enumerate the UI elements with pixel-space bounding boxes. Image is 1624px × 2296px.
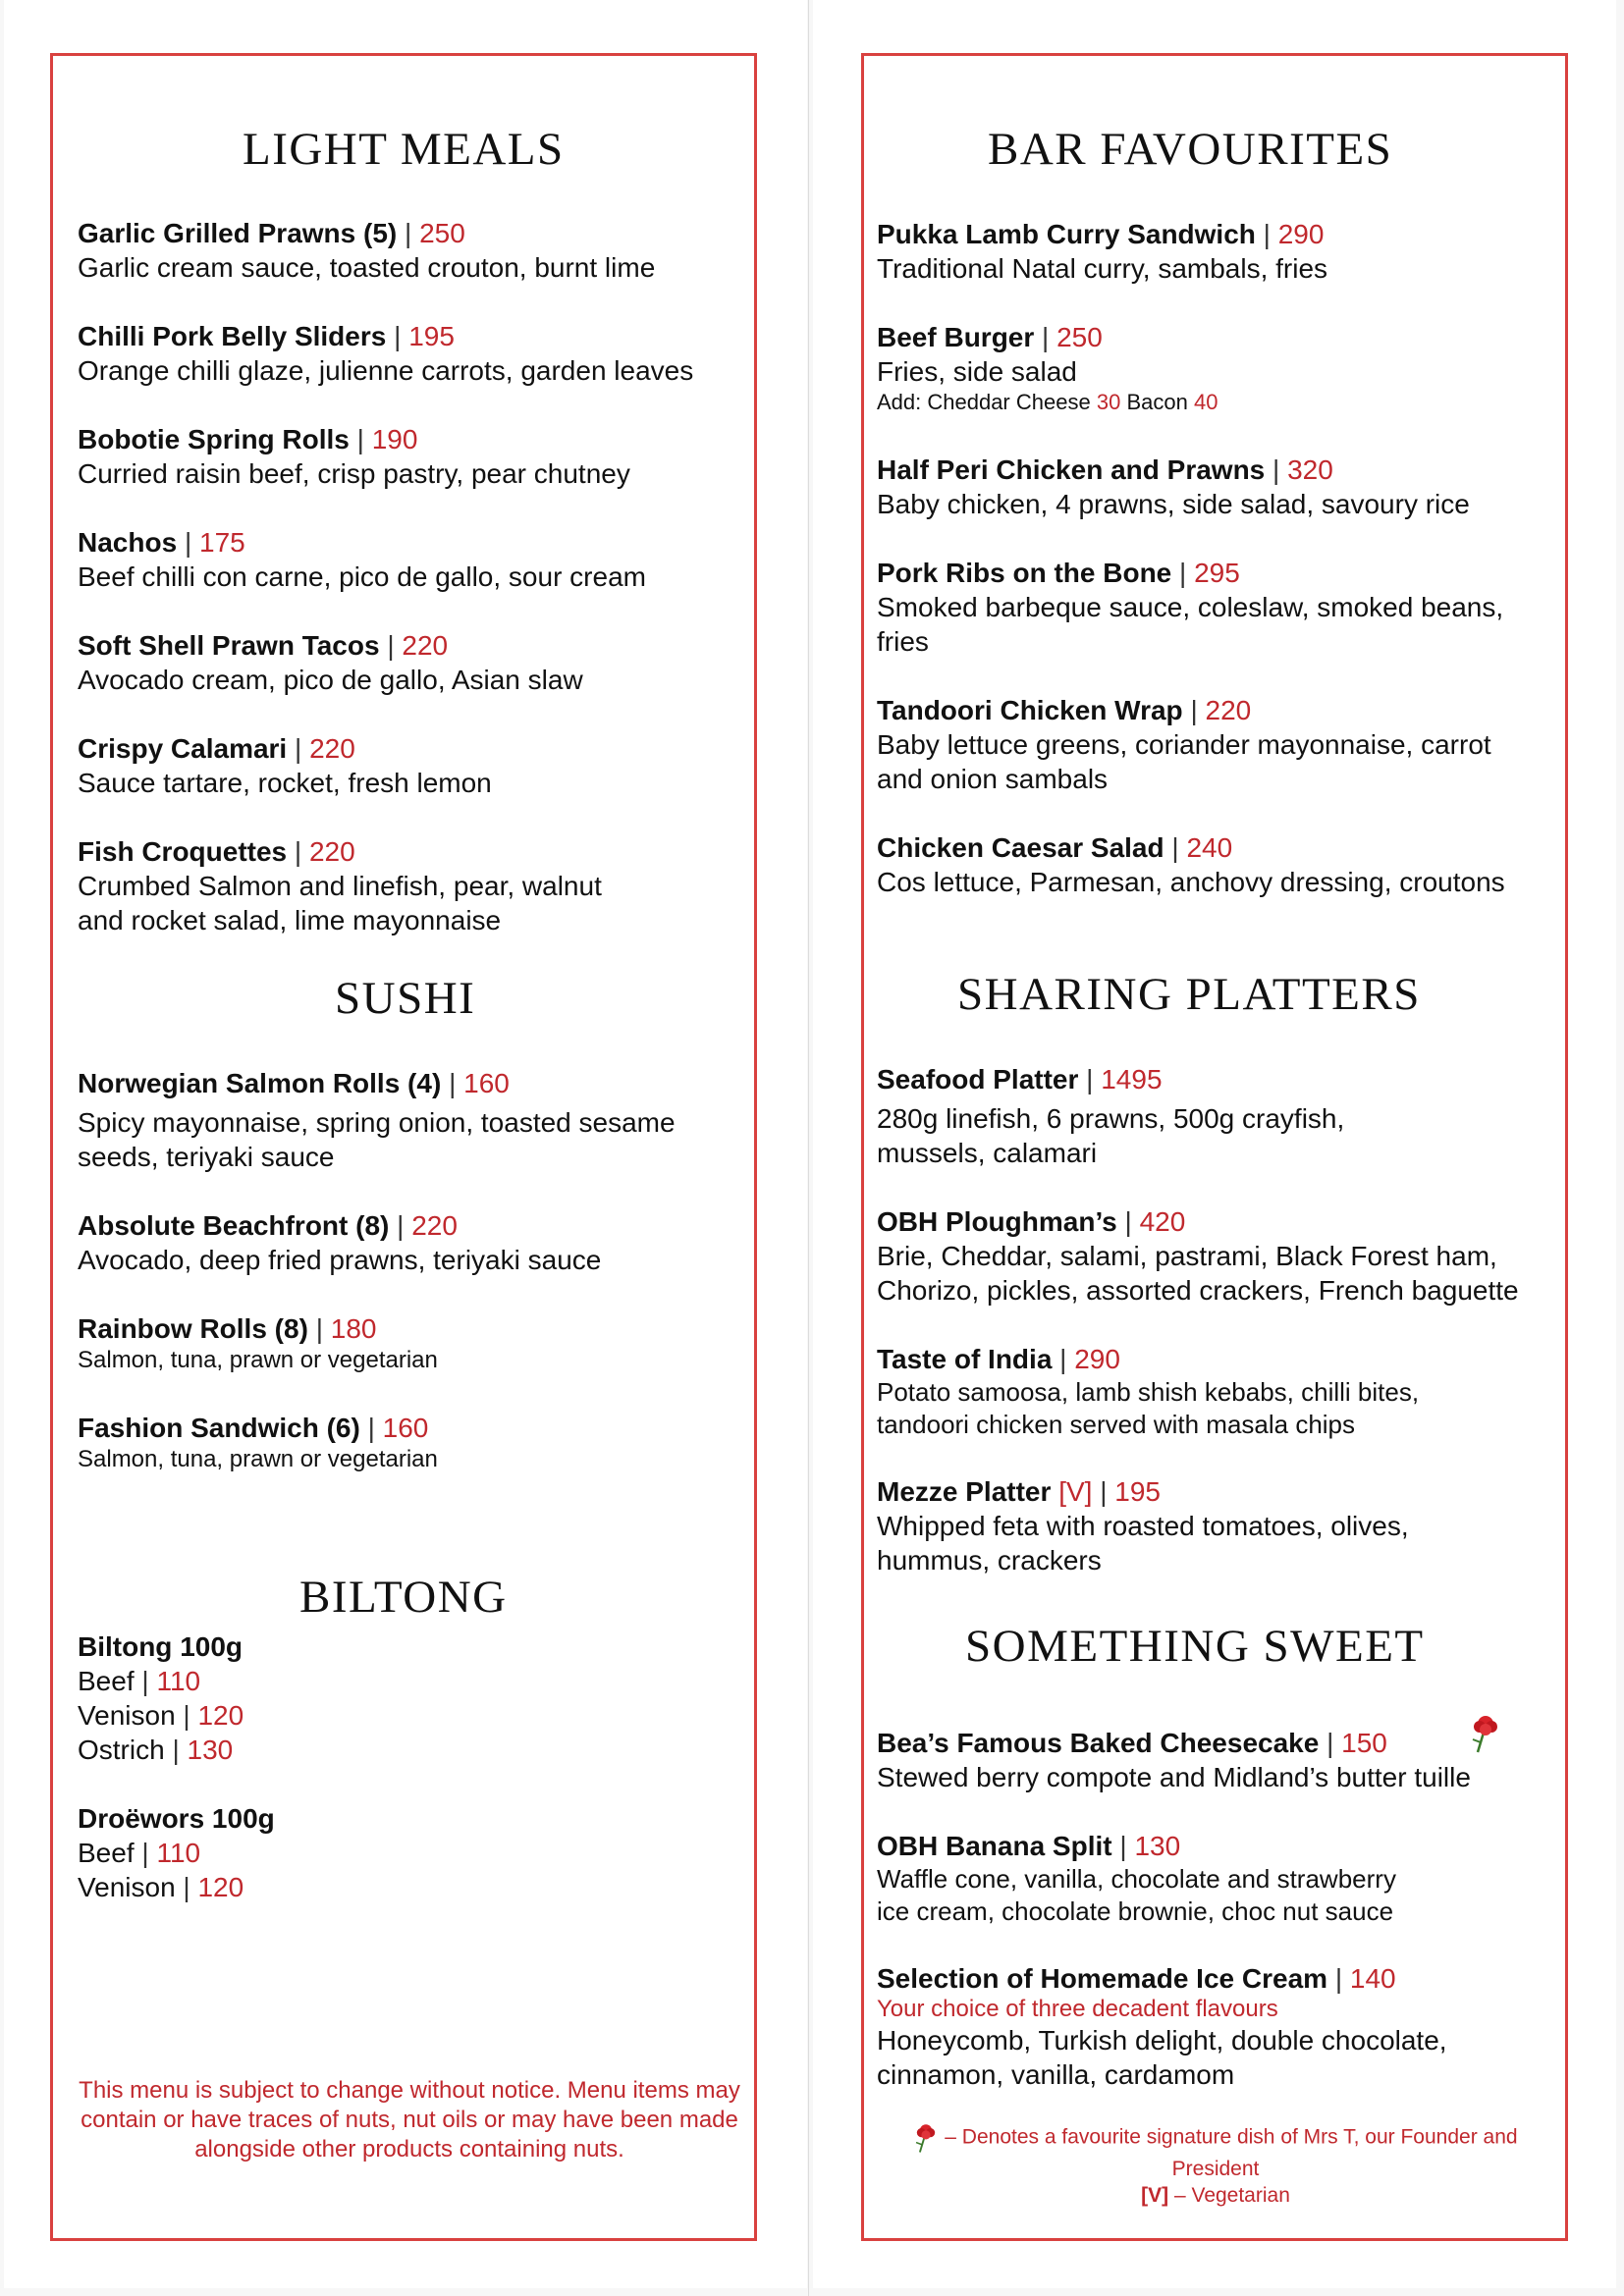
item-price: 190	[371, 424, 418, 454]
group-name: Droëwors 100g	[78, 1803, 275, 1834]
menu-item	[877, 217, 1554, 286]
price-separator: |	[183, 1700, 190, 1731]
item-price: 220	[309, 733, 355, 764]
addon-price: 30	[1096, 390, 1121, 414]
item-name: Half Peri Chicken and Prawns	[877, 454, 1266, 485]
option-price: 110	[156, 1838, 201, 1868]
menu-item	[78, 1411, 745, 1474]
option-label: Beef	[78, 1838, 135, 1868]
item-description: mussels, calamari	[877, 1138, 1098, 1168]
addon-label: Add: Cheddar Cheese	[877, 390, 1091, 414]
item-description: Fries, side salad	[877, 356, 1077, 387]
item-price: 1495	[1101, 1064, 1163, 1095]
menu-item	[78, 216, 745, 285]
item-description: and onion sambals	[877, 764, 1109, 794]
item-description: Salmon, tuna, prawn or vegetarian	[78, 1446, 438, 1472]
item-price: 220	[402, 630, 449, 661]
item-name: Bea’s Famous Baked Cheesecake	[877, 1728, 1320, 1758]
addon-label: Bacon	[1126, 390, 1188, 414]
option-label: Venison	[78, 1872, 176, 1902]
section-title-something-sweet: SOMETHING SWEET	[965, 1621, 1425, 1672]
menu-legend	[877, 2120, 1554, 2209]
menu-item	[877, 320, 1554, 416]
item-price: 295	[1194, 558, 1240, 588]
menu-item	[877, 693, 1554, 796]
item-name: Pork Ribs on the Bone	[877, 558, 1172, 588]
item-name: Tandoori Chicken Wrap	[877, 695, 1183, 725]
item-price: 195	[1114, 1476, 1161, 1507]
price-separator: |	[1086, 1064, 1094, 1095]
option-label: Venison	[78, 1700, 176, 1731]
item-price: 140	[1349, 1963, 1396, 1994]
price-separator: |	[295, 733, 302, 764]
biltong-group	[78, 1801, 745, 1904]
item-name: Absolute Beachfront (8)	[78, 1210, 390, 1241]
item-name: OBH Banana Split	[877, 1831, 1112, 1861]
item-price: 180	[330, 1313, 377, 1344]
group-name: Biltong 100g	[78, 1631, 244, 1662]
item-description: Curried raisin beef, crisp pastry, pear chutney	[78, 458, 630, 489]
item-description: Traditional Natal curry, sambals, fries	[877, 253, 1328, 284]
item-price: 240	[1186, 832, 1233, 863]
item-name: Taste of India	[877, 1344, 1053, 1374]
item-description: Honeycomb, Turkish delight, double chocolate,	[877, 2025, 1447, 2056]
item-price: 290	[1074, 1344, 1120, 1374]
item-name: Beef Burger	[877, 322, 1035, 352]
item-price: 320	[1287, 454, 1333, 485]
item-name: Crispy Calamari	[78, 733, 288, 764]
item-price: 160	[382, 1413, 429, 1443]
menu-item	[877, 1726, 1554, 1794]
item-name: Rainbow Rolls (8)	[78, 1313, 308, 1344]
menu-item	[877, 1829, 1554, 1928]
option-price: 110	[156, 1666, 201, 1696]
item-name: Fish Croquettes	[78, 836, 288, 867]
item-description: Sauce tartare, rocket, fresh lemon	[78, 768, 492, 798]
option-label: Ostrich	[78, 1735, 165, 1765]
item-description: Whipped feta with roasted tomatoes, olives,	[877, 1511, 1409, 1541]
legend-vegetarian-tag: [V]	[1141, 2184, 1169, 2207]
item-description: fries	[877, 626, 929, 657]
section-title-sharing-platters: SHARING PLATTERS	[957, 969, 1421, 1020]
menu-item	[877, 1961, 1554, 2092]
price-separator: |	[1179, 558, 1187, 588]
item-description: Beef chilli con carne, pico de gallo, sour cream	[78, 561, 646, 592]
item-description: Baby lettuce greens, coriander mayonnaise, carrot	[877, 729, 1491, 760]
option-price: 120	[197, 1700, 244, 1731]
price-separator: |	[1272, 454, 1280, 485]
allergen-disclaimer: This menu is subject to change without notice. Menu items may contain or have traces of nuts, nut oils or may have been made alongside other products containing nuts.	[79, 2077, 740, 2163]
price-separator: |	[1171, 832, 1179, 863]
item-description: Baby chicken, 4 prawns, side salad, savoury rice	[877, 489, 1470, 519]
item-description: Smoked barbeque sauce, coleslaw, smoked beans,	[877, 592, 1504, 622]
item-name: OBH Ploughman’s	[877, 1206, 1117, 1237]
item-description: Salmon, tuna, prawn or vegetarian	[78, 1347, 438, 1373]
option-label: Beef	[78, 1666, 135, 1696]
price-separator: |	[141, 1838, 149, 1868]
item-addon	[877, 389, 1554, 416]
menu-item	[877, 1342, 1554, 1441]
menu-item	[78, 834, 745, 937]
price-separator: |	[1119, 1831, 1127, 1861]
item-name: Bobotie Spring Rolls	[78, 424, 350, 454]
price-separator: |	[1263, 219, 1271, 249]
menu-item	[78, 1066, 745, 1174]
item-description: Potato samoosa, lamb shish kebabs, chilli bites,	[877, 1377, 1420, 1407]
item-price: 220	[411, 1210, 458, 1241]
item-description: Cos lettuce, Parmesan, anchovy dressing, croutons	[877, 867, 1505, 897]
price-separator: |	[184, 527, 192, 558]
item-name: Seafood Platter	[877, 1064, 1079, 1095]
item-description: ice cream, chocolate brownie, choc nut sauce	[877, 1896, 1394, 1926]
price-separator: |	[449, 1068, 457, 1098]
price-separator: |	[172, 1735, 180, 1765]
item-description: Avocado cream, pico de gallo, Asian slaw	[78, 665, 583, 695]
item-description: Stewed berry compote and Midland’s butter tuille	[877, 1762, 1471, 1792]
item-price: 175	[199, 527, 245, 558]
item-name: Garlic Grilled Prawns (5)	[78, 218, 398, 248]
menu-item	[78, 319, 745, 388]
item-name: Soft Shell Prawn Tacos	[78, 630, 380, 661]
legend-signature-text: – Denotes a favourite signature dish of Mrs T, our Founder and President	[945, 2125, 1518, 2180]
price-separator: |	[1059, 1344, 1067, 1374]
item-description: and rocket salad, lime mayonnaise	[78, 905, 502, 935]
price-separator: |	[394, 321, 402, 351]
item-price: 220	[1205, 695, 1252, 725]
price-separator: |	[315, 1313, 323, 1344]
item-name: Pukka Lamb Curry Sandwich	[877, 219, 1256, 249]
item-description: Avocado, deep fried prawns, teriyaki sauce	[78, 1245, 602, 1275]
carnation-flower-icon	[913, 2120, 939, 2156]
price-separator: |	[405, 218, 412, 248]
section-title-sushi: SUSHI	[335, 973, 476, 1024]
item-price: 220	[308, 836, 355, 867]
item-price: 150	[1341, 1728, 1387, 1758]
item-description: Orange chilli glaze, julienne carrots, garden leaves	[78, 355, 694, 386]
addon-price: 40	[1193, 390, 1218, 414]
item-description: seeds, teriyaki sauce	[78, 1142, 335, 1172]
item-name: Chicken Caesar Salad	[877, 832, 1164, 863]
price-separator: |	[1100, 1476, 1108, 1507]
price-separator: |	[397, 1210, 405, 1241]
section-title-bar-favourites: BAR FAVOURITES	[988, 124, 1393, 175]
item-description: Spicy mayonnaise, spring onion, toasted sesame	[78, 1107, 676, 1138]
menu-item	[78, 525, 745, 594]
item-description: cinnamon, vanilla, cardamom	[877, 2059, 1235, 2090]
item-name: Norwegian Salmon Rolls (4)	[78, 1068, 442, 1098]
item-description: Waffle cone, vanilla, chocolate and strawberry	[877, 1864, 1396, 1894]
menu-item	[877, 556, 1554, 659]
price-separator: |	[141, 1666, 149, 1696]
item-name: Fashion Sandwich (6)	[78, 1413, 360, 1443]
option-price: 120	[197, 1872, 244, 1902]
vegetarian-tag: [V]	[1058, 1476, 1093, 1507]
price-separator: |	[1334, 1963, 1343, 1994]
item-price: 250	[419, 218, 465, 248]
menu-item	[78, 1311, 745, 1375]
section-title-biltong: BILTONG	[299, 1572, 508, 1623]
price-separator: |	[387, 630, 395, 661]
menu-item	[877, 830, 1554, 899]
item-price: 195	[408, 321, 455, 351]
item-name: Nachos	[78, 527, 178, 558]
price-separator: |	[1042, 322, 1050, 352]
page-divider	[808, 0, 809, 2296]
item-price: 290	[1277, 219, 1325, 249]
menu-item	[78, 628, 745, 697]
item-description: Chorizo, pickles, assorted crackers, French baguette	[877, 1275, 1519, 1306]
item-name: Selection of Homemade Ice Cream	[877, 1963, 1328, 1994]
price-separator: |	[1190, 695, 1198, 725]
legend-vegetarian-text: – Vegetarian	[1173, 2184, 1290, 2207]
biltong-group	[78, 1629, 745, 1767]
price-separator: |	[367, 1413, 375, 1443]
menu-item	[78, 422, 745, 491]
item-price: 160	[463, 1068, 510, 1098]
menu-item	[877, 1204, 1554, 1308]
section-title-light-meals: LIGHT MEALS	[243, 124, 565, 175]
item-name: Mezze Platter	[877, 1476, 1052, 1507]
item-description: hummus, crackers	[877, 1545, 1102, 1575]
price-separator: |	[356, 424, 364, 454]
price-separator: |	[183, 1872, 190, 1902]
item-description: 280g linefish, 6 prawns, 500g crayfish,	[877, 1103, 1345, 1134]
menu-item	[877, 453, 1554, 521]
price-separator: |	[1124, 1206, 1132, 1237]
carnation-flower-icon	[1469, 1713, 1502, 1754]
menu-item	[78, 1208, 745, 1277]
item-description: Brie, Cheddar, salami, pastrami, Black Forest ham,	[877, 1241, 1497, 1271]
item-price: 250	[1056, 322, 1103, 352]
item-description: Garlic cream sauce, toasted crouton, burnt lime	[78, 252, 656, 283]
item-price: 130	[1134, 1831, 1181, 1861]
price-separator: |	[294, 836, 302, 867]
price-separator: |	[1326, 1728, 1334, 1758]
item-subtitle: Your choice of three decadent flavours	[877, 1996, 1278, 2022]
option-price: 130	[187, 1735, 234, 1765]
item-description: Crumbed Salmon and linefish, pear, walnut	[78, 871, 602, 901]
item-name: Chilli Pork Belly Sliders	[78, 321, 387, 351]
item-description: tandoori chicken served with masala chips	[877, 1410, 1356, 1439]
menu-item	[78, 731, 745, 800]
item-price: 420	[1139, 1206, 1186, 1237]
menu-item	[877, 1062, 1554, 1170]
menu-item	[877, 1474, 1554, 1577]
